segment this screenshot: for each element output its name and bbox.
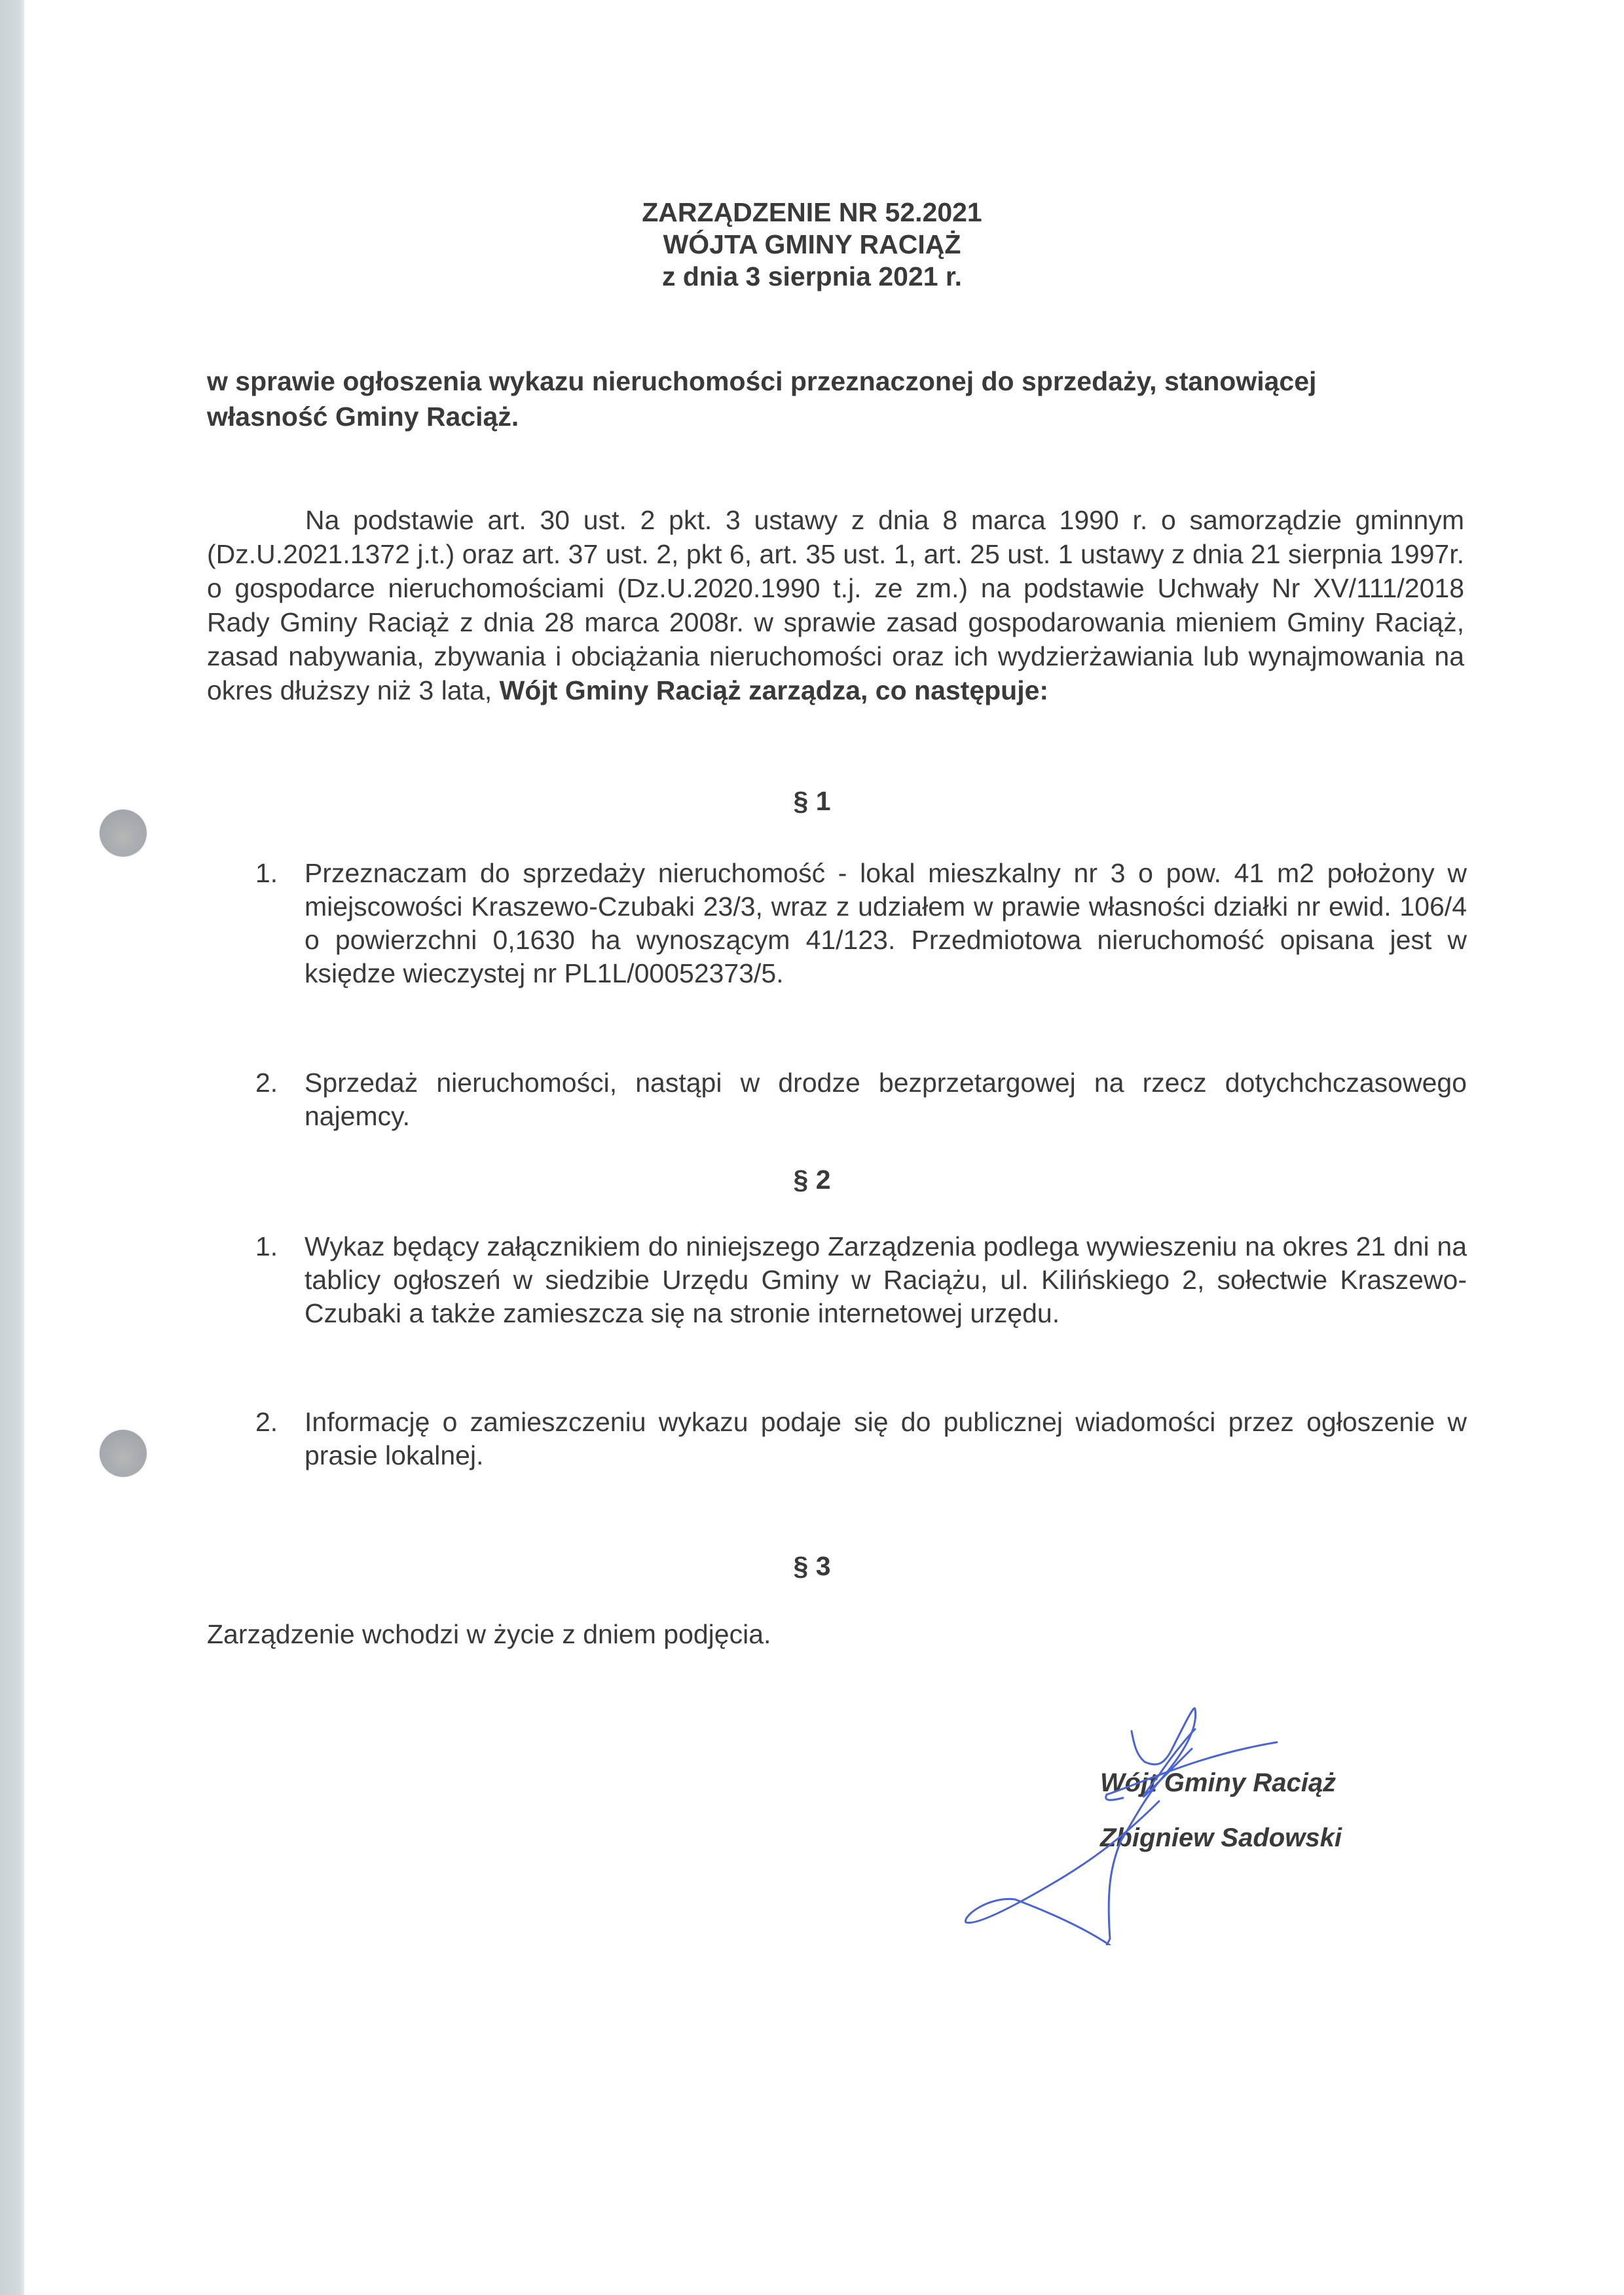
handwritten-signature bbox=[950, 1670, 1506, 1945]
document-date: z dnia 3 sierpnia 2021 r. bbox=[661, 261, 963, 291]
signature-stroke bbox=[1143, 1729, 1195, 1797]
subject-line: własność Gminy Raciąż. bbox=[207, 401, 519, 432]
signatory-name: Zbigniew Sadowski bbox=[1100, 1823, 1342, 1852]
document-subject bbox=[207, 364, 1464, 434]
document-header bbox=[0, 196, 1624, 293]
enacting-clause: Wójt Gminy Raciąż zarządza, co następuje: bbox=[499, 675, 1049, 705]
section-heading: § 2 bbox=[793, 1165, 831, 1195]
item-number: 2. bbox=[255, 1407, 278, 1437]
legal-basis-paragraph bbox=[207, 503, 1464, 707]
section-heading: § 1 bbox=[793, 786, 831, 816]
signatory-title: Wójt Gminy Raciąż bbox=[1100, 1768, 1337, 1797]
item-text: Wykaz będący załącznikiem do niniejszego Zarządzenia podlega wywieszeniu na okres 21 dni na tablicy ogłoszeń w siedzibie Urzędu Gminy w Raciążu, ul. Kilińskiego 2, sołectwie Kraszewo-Czubaki a także zamieszcza się na stronie internetowej urzędu. bbox=[304, 1231, 1467, 1328]
legal-basis-text: Na podstawie art. 30 ust. 2 pkt. 3 ustawy z dnia 8 marca 1990 r. o samorządzie gminnym (Dz.U.2021.1372 j.t.) oraz art. 37 ust. 2, pkt 6, art. 35 ust. 1, art. 25 ust. 1 ustawy z dnia 21 sierpnia 1997r. o gospodarce nieruchomościami (Dz.U.2020.1990 t.j. ze zm.) na podstawie Uchwały Nr XV/111/2018 Rady Gminy Raciąż z dnia 28 marca 2008r. w sprawie zasad gospodarowania mieniem Gminy Raciąż, zasad nabywania, zbywania i obciążania nieruchomości oraz ich wydzierżawiania lub wynajmowania na okres dłuższy niż 3 lata, bbox=[207, 505, 1464, 705]
section-item bbox=[255, 1230, 1467, 1330]
document-title: ZARZĄDZENIE NR 52.2021 bbox=[642, 197, 982, 227]
signature-stroke bbox=[966, 1801, 1159, 1945]
section-item bbox=[255, 1066, 1467, 1133]
signature-stroke bbox=[1106, 1795, 1123, 1800]
item-text: Sprzedaż nieruchomości, nastąpi w drodze bezprzetargowej na rzecz dotychchczasowego najemcy. bbox=[304, 1068, 1467, 1131]
section-heading: § 3 bbox=[793, 1551, 831, 1581]
effective-date-clause: Zarządzenie wchodzi w życie z dniem podjęcia. bbox=[207, 1619, 771, 1649]
item-number: 1. bbox=[255, 858, 278, 888]
item-number: 2. bbox=[255, 1068, 278, 1098]
item-text: Informację o zamieszczeniu wykazu podaje się do publicznej wiadomości przez ogłoszenie w prasie lokalnej. bbox=[304, 1407, 1467, 1470]
section-item bbox=[255, 1406, 1467, 1472]
punch-hole bbox=[100, 1430, 147, 1477]
subject-line: w sprawie ogłoszenia wykazu nieruchomości przeznaczonej do sprzedaży, stanowiącej bbox=[207, 366, 1317, 396]
issuing-authority: WÓJTA GMINY RACIĄŻ bbox=[663, 229, 961, 259]
item-number: 1. bbox=[255, 1231, 278, 1261]
section-item bbox=[255, 857, 1467, 990]
item-text: Przeznaczam do sprzedaży nieruchomość - lokal mieszkalny nr 3 o pow. 41 m2 położony w miejscowości Kraszewo-Czubaki 23/3, wraz z udziałem w prawie własności działki nr ewid. 106/4 o powierzchni 0,1630 ha wynoszącym 41/123. Przedmiotowa nieruchomość opisana jest w księdze wieczystej nr PL1L/00052373/5. bbox=[304, 858, 1467, 988]
scan-binding-edge bbox=[0, 0, 24, 2295]
